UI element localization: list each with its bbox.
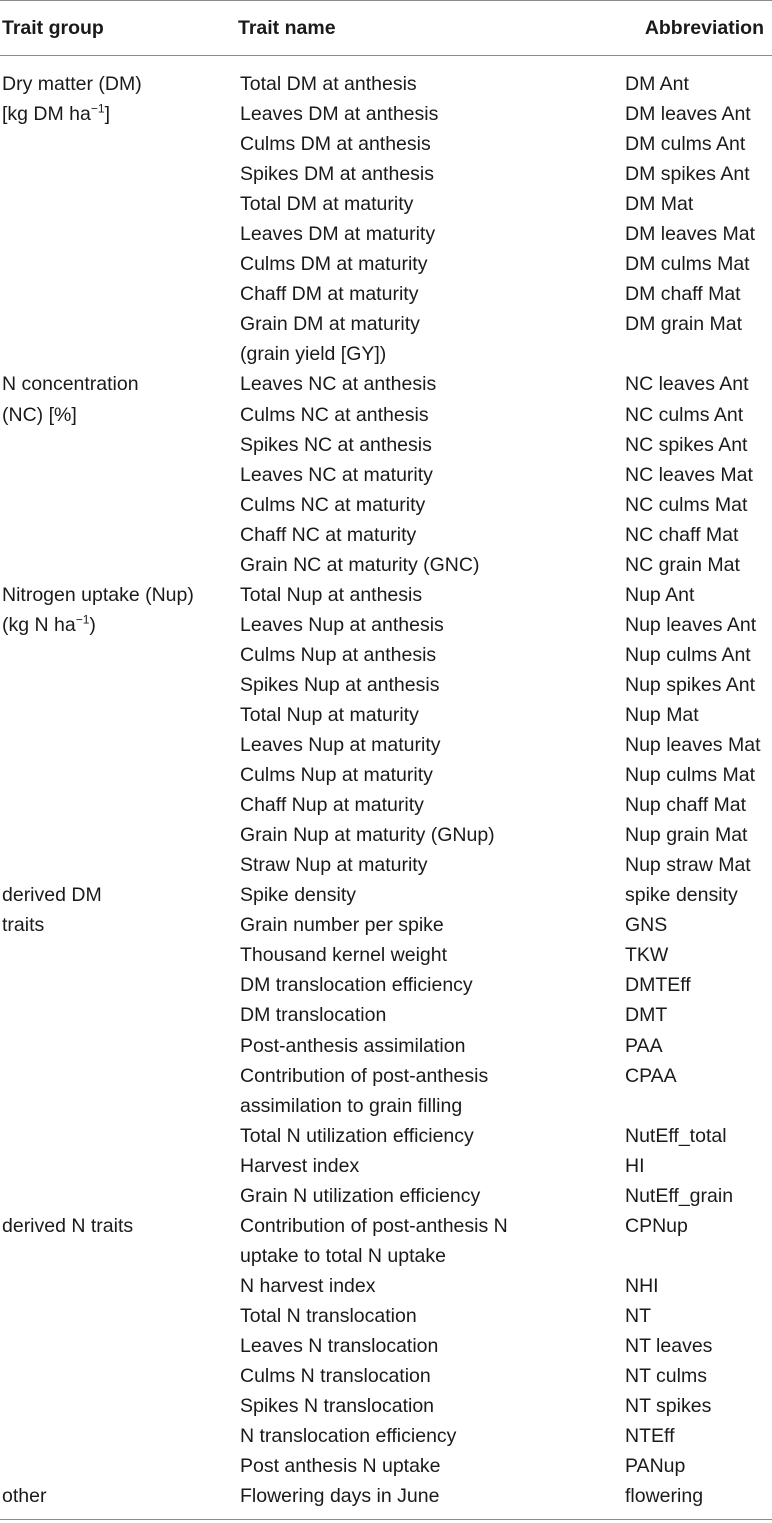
trait-group-cell: [0, 249, 240, 279]
trait-name-cell: Grain N utilization efficiency: [240, 1184, 481, 1207]
abbreviation-cell: Nup leaves Ant: [625, 613, 757, 636]
trait-group-cell: [0, 1421, 240, 1451]
table-row: [0, 940, 772, 970]
table-row: [0, 970, 772, 1000]
abbreviation-cell: NC culms Ant: [625, 403, 744, 426]
trait-group-cell: other: [2, 1485, 47, 1508]
trait-name-cell: Leaves NC at anthesis: [240, 373, 437, 396]
trait-group-cell: [0, 189, 240, 219]
trait-group-cell: derived DM: [2, 884, 102, 907]
abbreviation-cell: TKW: [625, 944, 669, 967]
trait-group-cell: [0, 700, 240, 730]
trait-name-cell: Chaff NC at maturity: [240, 523, 417, 546]
table-row: [0, 790, 772, 820]
abbreviation-cell: Nup straw Mat: [625, 854, 751, 877]
table-row: [0, 69, 772, 99]
trait-name-cell: Straw Nup at maturity: [240, 854, 428, 877]
table-row: [0, 1091, 772, 1121]
trait-group-cell: (kg N $ha^{-1}$): [2, 612, 96, 636]
trait-group-cell: [0, 730, 240, 760]
abbreviation-cell: Nup grain Mat: [625, 824, 748, 847]
abbreviation-cell: DM spikes Ant: [625, 163, 750, 186]
abbreviation-cell: Nup culms Mat: [625, 764, 756, 787]
trait-name-cell: Leaves NC at maturity: [240, 463, 433, 486]
trait-name-cell: Leaves Nup at maturity: [240, 734, 441, 757]
table-row: [0, 760, 772, 790]
header-trait-name: Trait name: [238, 17, 336, 39]
trait-name-cell: Grain DM at maturity: [240, 313, 420, 336]
table-row: [0, 1000, 772, 1030]
table-row: [0, 610, 772, 640]
table-row: [0, 1031, 772, 1061]
trait-name-cell: N harvest index: [240, 1274, 376, 1297]
table-row: [0, 369, 772, 399]
trait-group-cell: [0, 309, 240, 339]
trait-name-cell: Spikes DM at anthesis: [240, 163, 435, 186]
abbreviation-cell: GNS: [625, 914, 668, 937]
table-row: [0, 1301, 772, 1331]
trait-group-cell: [0, 279, 240, 309]
trait-name-cell: Culms NC at maturity: [240, 493, 426, 516]
table-row: [0, 1181, 772, 1211]
trait-name-cell: Chaff DM at maturity: [240, 283, 419, 306]
trait-group-cell: [0, 1181, 240, 1211]
abbreviation-cell: NT culms: [625, 1365, 707, 1388]
trait-name-cell: Culms NC at anthesis: [240, 403, 429, 426]
trait-group-cell: derived N traits: [2, 1214, 134, 1237]
table-bottom-rule: [0, 1519, 772, 1520]
abbreviation-cell: NT spikes: [625, 1395, 712, 1418]
table-row: [0, 550, 772, 580]
trait-group-cell: Dry matter (DM): [2, 73, 142, 95]
trait-name-cell: Contribution of post-anthesis N: [240, 1214, 508, 1237]
trait-name-cell: Spike density: [240, 884, 356, 907]
table-body: [0, 69, 772, 1511]
trait-name-cell: Total N translocation: [240, 1304, 417, 1327]
abbreviation-cell: PANup: [625, 1455, 686, 1478]
header-rule: [0, 55, 772, 56]
abbreviation-cell: NutEff_grain: [625, 1184, 734, 1207]
abbreviation-cell: [625, 1241, 772, 1271]
abbreviation-cell: DM culms Mat: [625, 253, 750, 276]
table-row: [0, 279, 772, 309]
table-row: [0, 670, 772, 700]
trait-name-cell: Grain NC at maturity (GNC): [240, 553, 480, 576]
abbreviation-cell: PAA: [625, 1034, 663, 1057]
abbreviation-cell: DM Mat: [625, 193, 694, 216]
trait-group-cell: [0, 339, 240, 369]
abbreviation-cell: NT leaves: [625, 1334, 713, 1357]
trait-group-cell: [0, 940, 240, 970]
table-row: [0, 910, 772, 940]
trait-group-cell: [0, 129, 240, 159]
trait-group-cell: [0, 460, 240, 490]
abbreviation-cell: DMT: [625, 1004, 668, 1027]
abbreviation-cell: CPNup: [625, 1214, 688, 1237]
abbreviation-cell: NTEff: [625, 1425, 675, 1448]
trait-group-cell: [0, 1151, 240, 1181]
abbreviation-cell: NC spikes Ant: [625, 433, 748, 456]
table-row: [0, 490, 772, 520]
trait-name-cell: uptake to total N uptake: [240, 1244, 446, 1267]
trait-group-cell: [kg DM $ha^{-1}$]: [2, 101, 110, 126]
trait-name-cell: DM translocation efficiency: [240, 974, 473, 997]
abbreviation-cell: NutEff_total: [625, 1124, 727, 1147]
trait-group-cell: [0, 1061, 240, 1091]
trait-group-cell: [0, 520, 240, 550]
trait-name-cell: Total N utilization efficiency: [240, 1124, 474, 1147]
table-row: [0, 820, 772, 850]
table-row: [0, 189, 772, 219]
trait-group-cell: (NC) [%]: [2, 403, 77, 426]
trait-group-cell: [0, 1121, 240, 1151]
trait-group-cell: N concentration: [2, 373, 139, 396]
table-row: [0, 880, 772, 910]
abbreviation-cell: Nup chaff Mat: [625, 794, 747, 817]
trait-group-cell: [0, 1391, 240, 1421]
table-row: [0, 309, 772, 339]
trait-group-cell: [0, 550, 240, 580]
trait-group-cell: [0, 1241, 240, 1271]
trait-group-cell: Nitrogen uptake (Nup): [2, 583, 194, 606]
abbreviation-cell: [625, 339, 772, 369]
table-row: [0, 1271, 772, 1301]
table-row: [0, 1241, 772, 1271]
trait-name-cell: Spikes N translocation: [240, 1395, 435, 1418]
table-row: [0, 219, 772, 249]
trait-group-cell: [0, 219, 240, 249]
table-row: [0, 430, 772, 460]
trait-group-cell: [0, 1000, 240, 1030]
table-row: [0, 1121, 772, 1151]
trait-name-cell: Culms N translocation: [240, 1365, 431, 1388]
abbreviation-cell: Nup leaves Mat: [625, 734, 761, 757]
table-top-rule: [0, 0, 772, 1]
abbreviation-cell: CPAA: [625, 1064, 677, 1087]
trait-name-cell: Leaves N translocation: [240, 1334, 439, 1357]
abbreviation-cell: [625, 1091, 772, 1121]
trait-group-cell: traits: [2, 914, 45, 937]
trait-name-cell: Total Nup at maturity: [240, 703, 419, 726]
trait-group-cell: [0, 430, 240, 460]
trait-name-cell: N translocation efficiency: [240, 1425, 457, 1448]
trait-group-cell: [0, 1361, 240, 1391]
table-row: [0, 730, 772, 760]
abbreviation-cell: NT: [625, 1304, 651, 1327]
abbreviation-cell: DM chaff Mat: [625, 283, 741, 306]
table-row: [0, 400, 772, 430]
trait-group-cell: [0, 850, 240, 880]
trait-name-cell: Leaves DM at maturity: [240, 223, 436, 246]
table-row: [0, 1151, 772, 1181]
trait-name-cell: Flowering days in June: [240, 1485, 440, 1508]
table-row: [0, 249, 772, 279]
abbreviation-cell: Nup culms Ant: [625, 643, 751, 666]
table-row: [0, 580, 772, 610]
trait-name-cell: Spikes NC at anthesis: [240, 433, 432, 456]
abbreviation-cell: DM grain Mat: [625, 313, 743, 336]
trait-name-cell: Culms Nup at maturity: [240, 764, 433, 787]
table-row: [0, 1331, 772, 1361]
trait-name-cell: Grain Nup at maturity (GNup): [240, 824, 495, 847]
trait-group-cell: [0, 670, 240, 700]
abbreviation-cell: NC chaff Mat: [625, 523, 739, 546]
table-row: [0, 1061, 772, 1091]
abbreviation-cell: DM leaves Ant: [625, 103, 751, 126]
header-trait-group: Trait group: [2, 17, 104, 39]
trait-group-cell: [0, 1451, 240, 1481]
abbreviation-cell: HI: [625, 1154, 645, 1177]
trait-name-cell: Leaves Nup at anthesis: [240, 613, 444, 636]
abbreviation-cell: NC culms Mat: [625, 493, 748, 516]
trait-group-cell: [0, 1331, 240, 1361]
table-row: [0, 1211, 772, 1241]
trait-name-cell: assimilation to grain filling: [240, 1094, 463, 1117]
trait-name-cell: Total DM at maturity: [240, 193, 414, 216]
trait-group-cell: [0, 970, 240, 1000]
trait-group-cell: [0, 790, 240, 820]
abbreviation-cell: DM leaves Mat: [625, 223, 756, 246]
trait-group-cell: [0, 1091, 240, 1121]
abbreviation-cell: spike density: [625, 884, 738, 907]
trait-name-cell: Post-anthesis assimilation: [240, 1034, 466, 1057]
table-row: [0, 640, 772, 670]
trait-name-cell: Harvest index: [240, 1154, 360, 1177]
trait-name-cell: Post anthesis N uptake: [240, 1455, 441, 1478]
trait-group-cell: [0, 490, 240, 520]
table-row: [0, 520, 772, 550]
table-row: [0, 339, 772, 369]
trait-name-cell: Spikes Nup at anthesis: [240, 673, 440, 696]
abbreviation-cell: NC leaves Ant: [625, 373, 749, 396]
trait-name-cell: Culms DM at anthesis: [240, 133, 431, 156]
abbreviation-cell: DMTEff: [625, 974, 691, 997]
trait-name-cell: (grain yield [GY]): [240, 343, 387, 366]
abbreviation-cell: DM culms Ant: [625, 133, 746, 156]
table-row: [0, 1481, 772, 1511]
header-abbreviation: Abbreviation: [644, 17, 764, 39]
table-row: [0, 1421, 772, 1451]
abbreviation-cell: Nup Ant: [625, 583, 695, 606]
trait-name-cell: DM translocation: [240, 1004, 387, 1027]
trait-group-cell: [0, 640, 240, 670]
trait-name-cell: Culms Nup at anthesis: [240, 643, 437, 666]
trait-name-cell: Contribution of post-anthesis: [240, 1064, 489, 1087]
trait-name-cell: Thousand kernel weight: [240, 944, 448, 967]
table-row: [0, 1451, 772, 1481]
trait-group-cell: [0, 1301, 240, 1331]
table-row: [0, 850, 772, 880]
trait-name-cell: Chaff Nup at maturity: [240, 794, 424, 817]
table-row: [0, 99, 772, 129]
abbreviation-cell: Nup Mat: [625, 703, 699, 726]
abbreviation-cell: NHI: [625, 1274, 659, 1297]
trait-group-cell: [0, 159, 240, 189]
table-row: [0, 129, 772, 159]
abbreviation-cell: Nup spikes Ant: [625, 673, 756, 696]
table-row: [0, 1361, 772, 1391]
table-row: [0, 700, 772, 730]
trait-group-cell: [0, 1271, 240, 1301]
table-row: [0, 159, 772, 189]
abbreviation-cell: DM Ant: [625, 73, 689, 95]
trait-group-cell: [0, 760, 240, 790]
abbreviation-cell: NC grain Mat: [625, 553, 740, 576]
trait-group-cell: [0, 1031, 240, 1061]
trait-name-cell: Leaves DM at anthesis: [240, 103, 439, 126]
trait-name-cell: Culms DM at maturity: [240, 253, 428, 276]
abbreviation-cell: flowering: [625, 1485, 704, 1508]
abbreviation-cell: NC leaves Mat: [625, 463, 753, 486]
table-row: [0, 1391, 772, 1421]
trait-name-cell: Total DM at anthesis: [240, 73, 417, 95]
table-row: [0, 460, 772, 490]
trait-group-cell: [0, 820, 240, 850]
trait-name-cell: Grain number per spike: [240, 914, 444, 937]
trait-name-cell: Total Nup at anthesis: [240, 583, 423, 606]
